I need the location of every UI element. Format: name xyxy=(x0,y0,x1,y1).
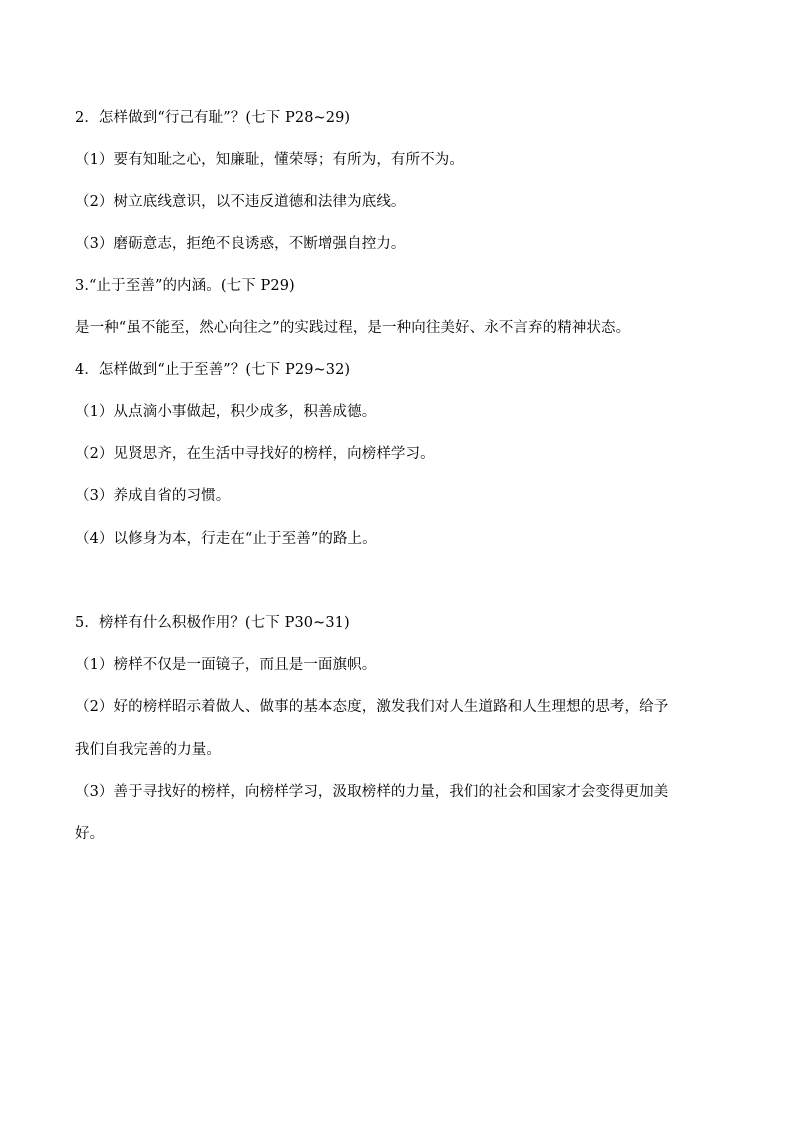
answer-4-item-1: （1）从点滴小事做起，积少成多，积善成德。 xyxy=(75,404,377,420)
answer-2-item-2: （2）树立底线意识，以不违反道德和法律为底线。 xyxy=(75,194,406,210)
question-3-heading: 3.“止于至善”的内涵。(七下 P29) xyxy=(75,278,295,294)
answer-5-item-2-line-2: 我们自我完善的力量。 xyxy=(75,742,221,758)
answer-2-item-1: （1）要有知耻之心，知廉耻，懂荣辱；有所为，有所不为。 xyxy=(75,152,464,168)
answer-5-item-3-line-2: 好。 xyxy=(75,826,105,842)
answer-4-item-2: （2）见贤思齐，在生活中寻找好的榜样，向榜样学习。 xyxy=(75,446,435,462)
answer-5-item-2-line-1: （2）好的榜样昭示着做人、做事的基本态度，激发我们对人生道路和人生理想的思考，给予 xyxy=(75,699,669,715)
question-4-heading: 4．怎样做到“止于至善”？(七下 P29~32) xyxy=(75,362,351,378)
question-2-heading: 2．怎样做到“行己有耻”？(七下 P28~29) xyxy=(75,110,351,126)
answer-3-text: 是一种“虽不能至，然心向往之”的实践过程，是一种向往美好、永不言弃的精神状态。 xyxy=(75,320,631,336)
answer-4-item-3: （3）养成自省的习惯。 xyxy=(75,488,231,504)
answer-5-item-3-line-1: （3）善于寻找好的榜样，向榜样学习，汲取榜样的力量，我们的社会和国家才会变得更加美 xyxy=(75,784,669,800)
answer-5-item-1: （1）榜样不仅是一面镜子，而且是一面旗帜。 xyxy=(75,657,377,673)
answer-4-item-4: （4）以修身为本，行走在“止于至善”的路上。 xyxy=(75,531,377,547)
answer-2-item-3: （3）磨砺意志，拒绝不良诱惑，不断增强自控力。 xyxy=(75,236,406,252)
question-5-heading: 5．榜样有什么积极作用？(七下 P30~31) xyxy=(75,615,350,631)
